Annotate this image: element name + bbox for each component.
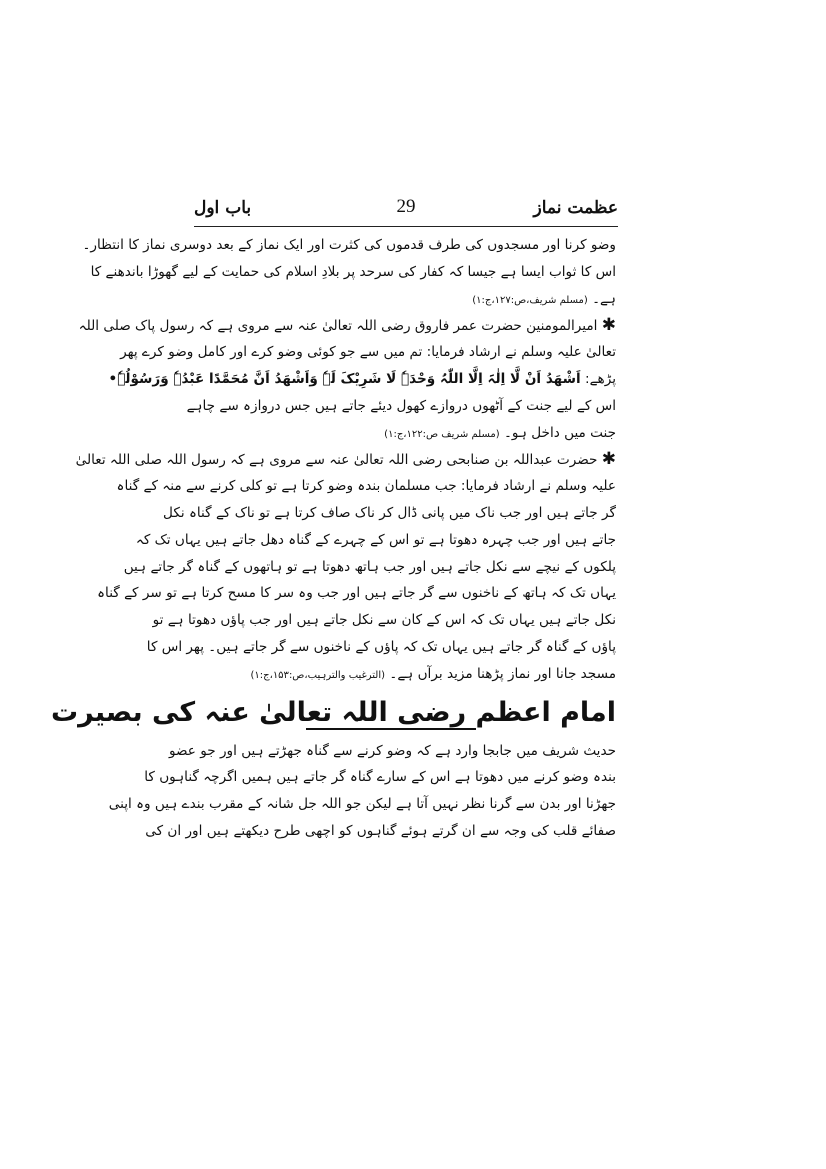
citation-reference: (مسلم شریف ص:۱۲۲،ج:۱) xyxy=(384,428,500,440)
text-line xyxy=(152,607,616,634)
heading-swash xyxy=(306,728,476,730)
line-text: ہے۔ xyxy=(592,290,616,307)
text-line xyxy=(146,634,616,661)
text-line xyxy=(116,473,616,500)
line-text: گر جاتے ہیں اور جب ناک میں پانی ڈال کر ناک صاف کرتا ہے تو ناک کے گناہ نکل xyxy=(163,504,616,521)
text-line xyxy=(120,339,616,366)
asterisk-bullet-icon: ✱ xyxy=(601,315,616,336)
citation-reference: (مسلم شریف،ص:۱۲۷،ج:۱) xyxy=(472,294,588,306)
line-text: پلکوں کے نیچے سے نکل جاتے ہیں اور جب ہاتھ دھوتا ہے تو ہاتھوں کے گناہ گر جاتے ہیں xyxy=(123,558,616,575)
text-line xyxy=(145,818,616,845)
text-line xyxy=(75,446,616,473)
section-heading-text: امام اعظم رضی اللہ تعالیٰ عنہ کی بصیرت xyxy=(50,696,616,728)
text-line xyxy=(135,527,616,554)
text-line xyxy=(108,791,616,818)
line-text: اس کا ثواب ایسا ہے جیسا کہ کفار کی سرحد پر بلادِ اسلام کی حمایت کے لیے گھوڑا باندھنے کا xyxy=(90,263,616,280)
line-text: یہاں تک کہ ہاتھ کے ناخنوں سے گر جاتے ہیں اور جب وہ سر کا مسح کرتا ہے تو سر کے گناہ xyxy=(97,585,616,602)
text-line xyxy=(196,661,616,688)
text-line xyxy=(144,764,616,791)
line-text: مسجد جانا اور نماز پڑھنا مزید برآں ہے۔ xyxy=(389,665,616,682)
line-text: علیہ وسلم نے ارشاد فرمایا: جب مسلمان بندہ وضو کرتا ہے تو کلی کرنے سے منہ کے گناہ xyxy=(116,478,616,495)
basirat-paragraph xyxy=(108,738,616,845)
running-header xyxy=(194,196,618,226)
line-text: پڑھے: xyxy=(585,370,616,387)
line-text: اس کے لیے جنت کے آٹھوں دروازے کھول دیئے جاتے ہیں جس دروازہ سے چاہے xyxy=(186,397,616,414)
page-body xyxy=(50,232,616,845)
text-line xyxy=(196,420,616,447)
line-text: پاؤں کے گناہ گر جاتے ہیں یہاں تک کہ پاؤں کے ناخنوں سے گر جاتے ہیں۔ پھر اس کا xyxy=(146,638,616,655)
line-text: بندہ وضو کرنے میں دھوتا ہے اس کے سارے گناہ گر جاتے ہیں ہمیں اگرچہ گناہوں کا xyxy=(144,769,616,786)
text-line xyxy=(196,286,616,313)
text-line xyxy=(97,580,616,607)
line-text: صفائے قلب کی وجہ سے ان گرتے ہوئے گناہوں کو اچھی طرح دیکھتے ہیں اور ان کی xyxy=(145,822,616,839)
hadith-section xyxy=(75,232,616,688)
line-text: جاتے ہیں اور جب چہرہ دھوتا ہے تو اس کے چہرے کے گناہ دھل جاتے ہیں یہاں تک کہ xyxy=(135,531,616,548)
section-heading xyxy=(50,688,616,738)
text-line xyxy=(108,366,616,393)
citation-reference: (الترغیب والترہیب،ص:۱۵۳،ج:۱) xyxy=(250,669,386,681)
text-line xyxy=(90,259,616,286)
text-line xyxy=(78,312,616,339)
line-text: امیرالمومنین حضرت عمر فاروق رضی اللہ تعالیٰ عنہ سے مروی ہے کہ رسول پاک صلی اللہ xyxy=(78,318,598,335)
arabic-kalima: اَشْھَدُ اَنْ لَّا اِلٰہَ اِلَّا اللّٰہُ وَحْدَہٗ لَا شَرِیْکَ لَہٗ وَاَشْھَدُ اَنَّ مُحَمَّدًا عَبْدُہٗ وَرَسُوْلُہٗ• xyxy=(108,370,581,387)
text-line xyxy=(82,232,616,259)
text-line xyxy=(163,500,616,527)
page-number: 29 xyxy=(396,196,416,217)
line-text: جنت میں داخل ہو۔ xyxy=(503,424,616,441)
text-line xyxy=(168,738,616,765)
header-rule xyxy=(194,226,618,227)
text-line xyxy=(123,554,616,581)
line-text: وضو کرنا اور مسجدوں کی طرف قدموں کی کثرت اور ایک نماز کے بعد دوسری نماز کا انتظار۔ xyxy=(82,237,616,253)
book-title: عظمت نماز xyxy=(533,198,618,218)
asterisk-bullet-icon: ✱ xyxy=(601,449,616,470)
line-text: حدیث شریف میں جابجا وارد ہے کہ وضو کرنے سے گناہ جھڑتے ہیں اور جو عضو xyxy=(168,742,616,759)
chapter-label: باب اول xyxy=(194,198,252,218)
line-text: نکل جاتے ہیں یہاں تک کہ اس کے کان سے نکل جاتے ہیں اور جب پاؤں دھوتا ہے تو xyxy=(152,612,616,629)
line-text: جھڑنا اور بدن سے گرنا نظر نہیں آتا ہے لیکن جو اللہ جل شانہ کے مقرب بندے ہیں وہ اپنی xyxy=(108,796,616,813)
line-text: تعالیٰ علیہ وسلم نے ارشاد فرمایا: تم میں سے جو کوئی وضو کرے اور کامل وضو کرے پھر xyxy=(120,344,616,361)
text-line xyxy=(186,393,616,420)
line-text: حضرت عبداللہ بن صنابحی رضی اللہ تعالیٰ عنہ سے مروی ہے کہ رسول اللہ صلی اللہ تعالیٰ xyxy=(75,452,598,469)
